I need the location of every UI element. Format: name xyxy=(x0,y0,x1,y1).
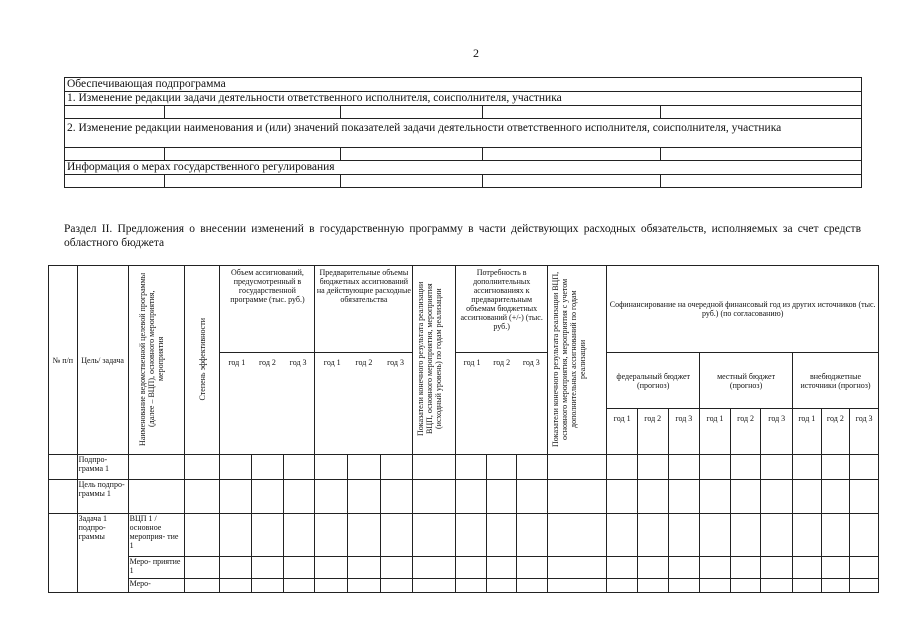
year-labels xyxy=(457,358,546,367)
vol-year-1 xyxy=(220,353,315,455)
h-ind2: Показатели конечного результата реализации ВЦП, основного мероприятия, мероприятия с учетом дополнительных ассигнований по годам реализации xyxy=(551,271,588,447)
year-label-1: год 1 xyxy=(463,358,481,367)
prelim-years xyxy=(315,353,413,455)
row-measure-2: Меро- xyxy=(128,579,184,593)
off-year-2: год 2 xyxy=(821,409,850,455)
table-row xyxy=(49,514,879,557)
h-off: внебюджетные источники (прогноз) xyxy=(793,353,879,409)
year-label-1: год 1 xyxy=(228,358,246,367)
h-eff: Степень эффективности xyxy=(197,317,207,401)
table-row xyxy=(49,480,879,514)
provision-subprogram-row: Обеспечивающая подпрограмма xyxy=(65,78,862,92)
page-number: 2 xyxy=(473,46,479,60)
need-years xyxy=(456,353,548,455)
fed-year-3: год 3 xyxy=(668,409,700,455)
off-year-1: год 1 xyxy=(793,409,822,455)
row-subprogram: Подпро- грамма 1 xyxy=(77,455,128,480)
year-label-3: год 3 xyxy=(522,358,540,367)
h-name: Наименование ведомственной целевой программы (далее – ВЦП), основного мероприятия, мероприятия xyxy=(138,272,166,446)
row-goal: Цель подпро- граммы 1 xyxy=(77,480,128,514)
section-title: Раздел II. Предложения о внесении изменений в государственную программу в части действующих расходных обязательств, исполняемых за счет средств областного бюджета xyxy=(64,223,861,249)
h-num: № п/п xyxy=(49,266,78,455)
year-labels xyxy=(316,358,411,367)
off-year-3: год 3 xyxy=(850,409,879,455)
task-change-row: 1. Изменение редакции задачи деятельности ответственного исполнителя, соисполнителя, участника xyxy=(65,92,862,106)
year-label-2: год 2 xyxy=(355,358,373,367)
year-label-2: год 2 xyxy=(258,358,276,367)
h-goal: Цель/ задача xyxy=(77,266,128,455)
year-label-2: год 2 xyxy=(493,358,511,367)
fed-year-2: год 2 xyxy=(637,409,668,455)
h-fed: федеральный бюджет (прогноз) xyxy=(607,353,700,409)
loc-year-1: год 1 xyxy=(700,409,731,455)
loc-year-3: год 3 xyxy=(761,409,793,455)
year-label-1: год 1 xyxy=(323,358,341,367)
row-task: Задача 1 подпро- граммы xyxy=(77,514,128,593)
top-table xyxy=(64,77,862,188)
indicator-change-row: 2. Изменение редакции наименования и (или) значений показателей задачи деятельности ответственного исполнителя, соисполнителя, участника xyxy=(65,119,862,148)
h-cofin: Софинансирование на очередной финансовый год из других источников (тыс. руб.) (по согласованию) xyxy=(607,266,879,353)
table-row xyxy=(49,455,879,480)
table-row xyxy=(49,579,879,593)
row-measure-1: Меро- приятие 1 xyxy=(128,557,184,579)
h-ind1: Показатели конечного результата реализации ВЦП, основного мероприятия, мероприятия (исходный уровень) по годам реализации xyxy=(416,281,444,437)
h-volume: Объем ассигнований, предусмотренный в государственной программе (тыс. руб.) xyxy=(220,266,315,353)
h-loc: местный бюджет (прогноз) xyxy=(700,353,793,409)
proposals-table xyxy=(48,265,879,593)
row-vcp: ВЦП 1 /основное мероприя- тие 1 xyxy=(128,514,184,557)
loc-year-2: год 2 xyxy=(730,409,761,455)
year-label-3: год 3 xyxy=(387,358,404,367)
regulation-info-row: Информация о мерах государственного регулирования xyxy=(65,161,862,175)
table-row xyxy=(49,557,879,579)
year-label-3: год 3 xyxy=(289,358,307,367)
year-labels xyxy=(221,358,313,367)
h-need: Потребность в дополнительных ассигнованиях к предварительным объемам бюджетных ассигнований (+/-) (тыс. руб.) xyxy=(456,266,548,353)
h-prelim: Предварительные объемы бюджетных ассигнований на действующие расходные обязательства xyxy=(315,266,413,353)
fed-year-1: год 1 xyxy=(607,409,638,455)
